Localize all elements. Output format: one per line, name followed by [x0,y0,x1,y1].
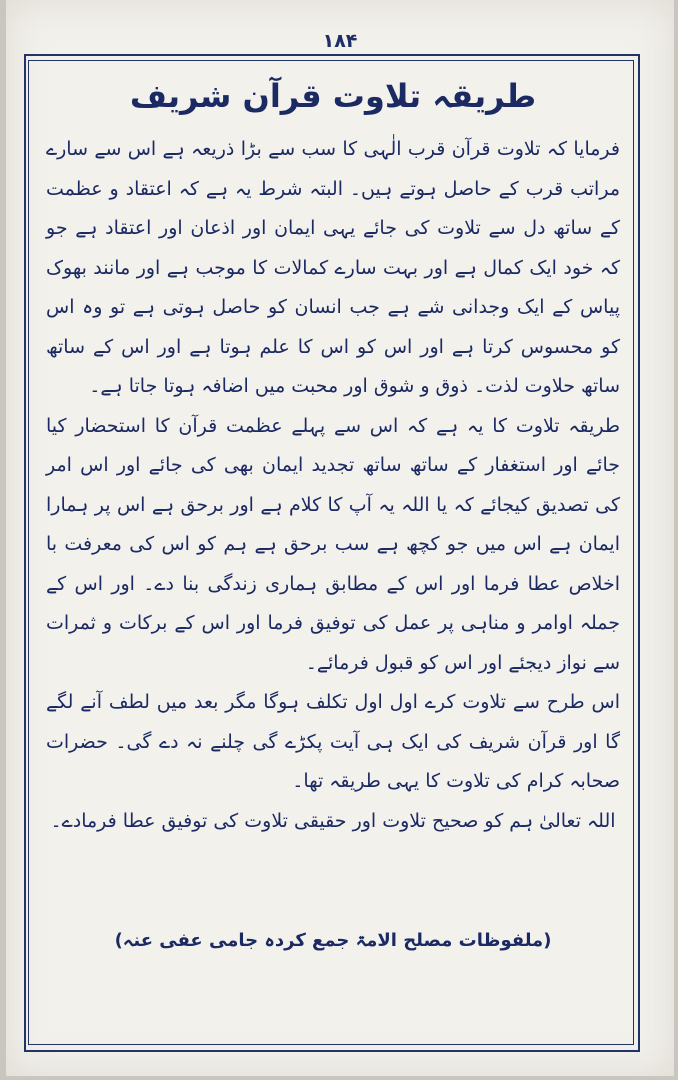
page-number: ١٨۴ [322,30,358,52]
paragraph-1: فرمایا کہ تلاوت قرآن قرب الٰہی کا سب سے بڑا ذریعہ ہے اس سے سارے مراتب قرب کے حاصل ہوتے ہیں۔ البتہ شرط یہ ہے کہ اعتقاد و عظمت کے ساتھ دل سے تلاوت کی جائے یہی ایمان اور اذعان اور اعتقاد ہے جو کہ خود ایک کمال ہے اور بہت سارے کمالات کا موجب ہے اور مانند بھوک پیاس کے ایک وجدانی شے ہے جب انسان کو حاصل ہوتی ہے تو وہ اس کو محسوس کرتا ہے اور اس کو اس کا علم ہوتا ہے اور اس کے ساتھ ساتھ حلاوت لذت۔ ذوق و شوق اور محبت میں اضافہ ہوتا جاتا ہے۔ [46,138,620,397]
spacer [46,841,620,921]
page-title: طریقہ تلاوت قرآن شریف [129,77,537,115]
paragraph-3: اس طرح سے تلاوت کرے اول اول تکلف ہوگا مگر بعد میں لطف آنے لگے گا اور قرآن شریف کی ایک ہی آیت پکڑے گی چلنے نہ دے گی۔ حضرات صحابہ کرام کی تلاوت کا یہی طریقہ تھا۔ [46,691,620,792]
book-page [6,0,674,1076]
source-signature: (ملفوظات مصلح الامۃ جمع کردہ جامی عفی عنہ) [114,930,552,951]
page-content [46,64,620,961]
paragraph-2: طریقہ تلاوت کا یہ ہے کہ اس سے پہلے عظمت قرآن کا استحضار کیا جائے اور استغفار کے ساتھ ساتھ تجدید ایمان بھی کی جائے اور اس امر کی تصدیق کیجائے کہ یا اللہ یہ آپ کا کلام ہے اور برحق ہے اس پر ہمارا ایمان ہے اس میں جو کچھ ہے سب برحق ہے ہم کو اس کی معرفت با اخلاص عطا فرما اور اس کے مطابق ہماری زندگی بنا دے۔ اور اس کے جملہ اوامر و مناہی پر عمل کی توفیق فرما اور اس کے برکات و ثمرات سے نواز دیجئے اور اس کو قبول فرمائے۔ [46,414,620,674]
closing-prayer: اللہ تعالیٰ ہم کو صحیح تلاوت اور حقیقی تلاوت کی توفیق عطا فرمادے۔ [50,809,616,832]
